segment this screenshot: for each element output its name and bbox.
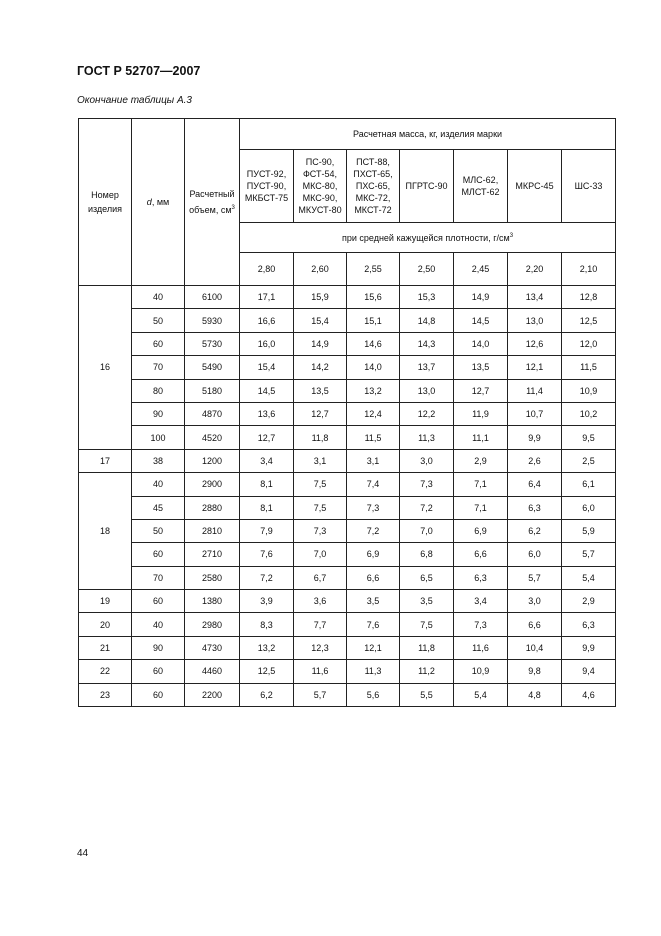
header-density-value: 2,60 — [294, 253, 347, 286]
header-diameter — [132, 119, 185, 286]
mass-cell: 7,3 — [294, 519, 347, 542]
header-item-number-line1: Номер — [91, 190, 119, 200]
mass-cell: 6,7 — [294, 566, 347, 589]
mass-cell: 3,0 — [508, 590, 562, 613]
header-volume-sup: 3 — [231, 205, 235, 211]
diameter-cell: 40 — [132, 613, 185, 636]
mass-cell: 4,8 — [508, 683, 562, 706]
volume-cell: 6100 — [185, 286, 240, 309]
mass-cell: 5,9 — [562, 519, 616, 542]
diameter-cell: 40 — [132, 473, 185, 496]
mass-cell: 9,9 — [562, 636, 616, 659]
mass-cell: 14,0 — [454, 332, 508, 355]
mass-cell: 5,6 — [347, 683, 400, 706]
mass-cell: 9,4 — [562, 660, 616, 683]
mass-cell: 6,0 — [562, 496, 616, 519]
header-item-number-line2: изделия — [87, 204, 123, 214]
item-number-cell: 19 — [79, 590, 132, 613]
diameter-cell: 90 — [132, 402, 185, 425]
mass-cell: 7,5 — [400, 613, 454, 636]
mass-cell: 17,1 — [240, 286, 294, 309]
header-mark-line: ПУСТ-92, — [246, 169, 287, 179]
mass-cell: 13,2 — [240, 636, 294, 659]
volume-cell: 4460 — [185, 660, 240, 683]
document-title: ГОСТ Р 52707—2007 — [77, 64, 201, 78]
mass-cell: 3,1 — [294, 449, 347, 472]
diameter-cell: 38 — [132, 449, 185, 472]
mass-cell: 12,4 — [347, 402, 400, 425]
mass-cell: 11,8 — [294, 426, 347, 449]
header-volume-line2: объем, см — [189, 205, 232, 215]
mass-cell: 6,4 — [508, 473, 562, 496]
mass-cell: 7,2 — [347, 519, 400, 542]
mass-cell: 7,7 — [294, 613, 347, 636]
page-number: 44 — [77, 848, 89, 859]
mass-cell: 7,2 — [400, 496, 454, 519]
mass-cell: 15,3 — [400, 286, 454, 309]
mass-cell: 3,4 — [454, 590, 508, 613]
mass-cell: 6,3 — [562, 613, 616, 636]
mass-cell: 12,2 — [400, 402, 454, 425]
mass-cell: 12,5 — [240, 660, 294, 683]
mass-cell: 2,5 — [562, 449, 616, 472]
mass-cell: 16,0 — [240, 332, 294, 355]
mass-cell: 10,4 — [508, 636, 562, 659]
mass-cell: 7,6 — [240, 543, 294, 566]
header-mark-cell — [240, 150, 294, 223]
volume-cell: 5180 — [185, 379, 240, 402]
mass-cell: 13,5 — [454, 356, 508, 379]
mass-cell: 13,5 — [294, 379, 347, 402]
mass-cell: 6,2 — [240, 683, 294, 706]
diameter-cell: 60 — [132, 332, 185, 355]
mass-cell: 12,5 — [562, 309, 616, 332]
header-volume — [185, 119, 240, 286]
header-mark-line: ПСТ-88, — [356, 157, 390, 167]
table-row — [79, 379, 616, 402]
table-row — [79, 473, 616, 496]
volume-cell: 4870 — [185, 402, 240, 425]
mass-cell: 14,0 — [347, 356, 400, 379]
diameter-cell: 50 — [132, 309, 185, 332]
mass-cell: 3,6 — [294, 590, 347, 613]
header-diameter-symbol: d — [146, 197, 152, 207]
table-row — [79, 309, 616, 332]
table-caption: Окончание таблицы А.3 — [77, 95, 192, 106]
mass-cell: 7,1 — [454, 496, 508, 519]
mass-cell: 10,9 — [454, 660, 508, 683]
mass-cell: 3,5 — [400, 590, 454, 613]
diameter-cell: 45 — [132, 496, 185, 519]
table-row — [79, 332, 616, 355]
mass-cell: 6,6 — [508, 613, 562, 636]
header-mark-cell — [294, 150, 347, 223]
header-mark-line: МЛСТ-62 — [461, 187, 500, 197]
volume-cell: 1200 — [185, 449, 240, 472]
mass-cell: 6,3 — [454, 566, 508, 589]
header-mark-line: МЛС-62, — [462, 175, 499, 185]
mass-cell: 7,3 — [454, 613, 508, 636]
volume-cell: 2980 — [185, 613, 240, 636]
diameter-cell: 60 — [132, 683, 185, 706]
mass-cell: 10,9 — [562, 379, 616, 402]
diameter-cell: 60 — [132, 660, 185, 683]
mass-cell: 6,6 — [454, 543, 508, 566]
mass-cell: 6,3 — [508, 496, 562, 519]
mass-cell: 3,4 — [240, 449, 294, 472]
header-density-text: при средней кажущейся плотности, г/см — [341, 232, 510, 243]
item-number-cell: 18 — [79, 473, 132, 590]
mass-cell: 7,9 — [240, 519, 294, 542]
table-row — [79, 402, 616, 425]
mass-cell: 12,1 — [508, 356, 562, 379]
mass-cell: 11,1 — [454, 426, 508, 449]
mass-cell: 7,6 — [347, 613, 400, 636]
volume-cell: 2710 — [185, 543, 240, 566]
mass-cell: 2,9 — [562, 590, 616, 613]
volume-cell: 2880 — [185, 496, 240, 519]
mass-cell: 6,9 — [454, 519, 508, 542]
header-mark-line: МКУСТ-80 — [298, 205, 342, 215]
header-mark-line: МКС-90, — [302, 193, 338, 203]
mass-cell: 9,5 — [562, 426, 616, 449]
mass-cell: 6,8 — [400, 543, 454, 566]
mass-cell: 11,8 — [400, 636, 454, 659]
mass-cell: 5,4 — [562, 566, 616, 589]
header-density-value: 2,80 — [240, 253, 294, 286]
mass-cell: 15,6 — [347, 286, 400, 309]
header-mark-line: МКС-80, — [302, 181, 338, 191]
mass-cell: 8,1 — [240, 496, 294, 519]
mass-cell: 12,7 — [240, 426, 294, 449]
diameter-cell: 90 — [132, 636, 185, 659]
mass-cell: 5,7 — [562, 543, 616, 566]
header-mark-line: ПС-90, — [305, 157, 335, 167]
diameter-cell: 80 — [132, 379, 185, 402]
mass-cell: 7,5 — [294, 496, 347, 519]
diameter-cell: 70 — [132, 356, 185, 379]
mass-cell: 9,9 — [508, 426, 562, 449]
header-mark-line: ПГРТС-90 — [405, 181, 448, 191]
mass-cell: 13,2 — [347, 379, 400, 402]
mass-cell: 14,3 — [400, 332, 454, 355]
item-number-cell: 17 — [79, 449, 132, 472]
volume-cell: 5730 — [185, 332, 240, 355]
volume-cell: 2200 — [185, 683, 240, 706]
table-row — [79, 566, 616, 589]
volume-cell: 5490 — [185, 356, 240, 379]
header-mark-line: ШС-33 — [574, 181, 603, 191]
mass-cell: 13,7 — [400, 356, 454, 379]
header-density-value: 2,45 — [454, 253, 508, 286]
header-volume-line1: Расчетный — [189, 189, 235, 199]
mass-cell: 7,0 — [400, 519, 454, 542]
mass-cell: 12,3 — [294, 636, 347, 659]
header-density-label — [240, 223, 616, 253]
mass-cell: 12,7 — [454, 379, 508, 402]
mass-cell: 14,2 — [294, 356, 347, 379]
table-row — [79, 543, 616, 566]
item-number-cell: 22 — [79, 660, 132, 683]
mass-cell: 8,1 — [240, 473, 294, 496]
volume-cell: 2810 — [185, 519, 240, 542]
mass-cell: 7,5 — [294, 473, 347, 496]
mass-cell: 14,9 — [454, 286, 508, 309]
table-row — [79, 613, 616, 636]
mass-cell: 5,7 — [508, 566, 562, 589]
mass-cell: 6,1 — [562, 473, 616, 496]
mass-cell: 16,6 — [240, 309, 294, 332]
table-row — [79, 496, 616, 519]
mass-cell: 3,9 — [240, 590, 294, 613]
diameter-cell: 50 — [132, 519, 185, 542]
mass-cell: 15,1 — [347, 309, 400, 332]
mass-cell: 13,4 — [508, 286, 562, 309]
mass-cell: 3,1 — [347, 449, 400, 472]
mass-cell: 8,3 — [240, 613, 294, 636]
volume-cell: 1380 — [185, 590, 240, 613]
mass-cell: 14,5 — [240, 379, 294, 402]
item-number-cell: 21 — [79, 636, 132, 659]
diameter-cell: 60 — [132, 543, 185, 566]
mass-cell: 11,3 — [400, 426, 454, 449]
mass-cell: 6,2 — [508, 519, 562, 542]
mass-cell: 11,2 — [400, 660, 454, 683]
item-number-cell: 16 — [79, 286, 132, 450]
mass-cell: 13,6 — [240, 402, 294, 425]
diameter-cell: 70 — [132, 566, 185, 589]
mass-cell: 3,5 — [347, 590, 400, 613]
diameter-cell: 60 — [132, 590, 185, 613]
mass-cell: 6,6 — [347, 566, 400, 589]
table-row — [79, 660, 616, 683]
mass-cell: 11,5 — [562, 356, 616, 379]
header-mark-line: МКС-72, — [355, 193, 391, 203]
mass-cell: 13,0 — [508, 309, 562, 332]
mass-cell: 15,4 — [240, 356, 294, 379]
item-number-cell: 23 — [79, 683, 132, 706]
header-mark-line: ПХС-65, — [355, 181, 391, 191]
header-mass-group: Расчетная масса, кг, изделия марки — [240, 119, 616, 150]
mass-cell: 14,9 — [294, 332, 347, 355]
mass-cell: 5,7 — [294, 683, 347, 706]
mass-cell: 7,4 — [347, 473, 400, 496]
mass-cell: 11,4 — [508, 379, 562, 402]
mass-cell: 12,7 — [294, 402, 347, 425]
header-density-value: 2,20 — [508, 253, 562, 286]
table-row — [79, 683, 616, 706]
mass-cell: 11,6 — [454, 636, 508, 659]
mass-cell: 15,9 — [294, 286, 347, 309]
mass-cell: 10,7 — [508, 402, 562, 425]
header-diameter-unit: , мм — [151, 197, 170, 207]
mass-cell: 5,5 — [400, 683, 454, 706]
mass-cell: 14,8 — [400, 309, 454, 332]
table-row — [79, 519, 616, 542]
mass-cell: 7,3 — [400, 473, 454, 496]
volume-cell: 2580 — [185, 566, 240, 589]
mass-cell: 12,1 — [347, 636, 400, 659]
header-mark-line: МКРС-45 — [515, 181, 554, 191]
mass-cell: 11,9 — [454, 402, 508, 425]
mass-cell: 11,6 — [294, 660, 347, 683]
header-mark-cell — [347, 150, 400, 223]
table-row — [79, 590, 616, 613]
header-density-value: 2,55 — [347, 253, 400, 286]
mass-cell: 6,0 — [508, 543, 562, 566]
header-density-sup: 3 — [509, 232, 514, 239]
header-mark-line: ФСТ-54, — [302, 169, 338, 179]
mass-cell: 12,8 — [562, 286, 616, 309]
volume-cell: 5930 — [185, 309, 240, 332]
mass-cell: 9,8 — [508, 660, 562, 683]
mass-cell: 5,4 — [454, 683, 508, 706]
mass-cell: 7,1 — [454, 473, 508, 496]
mass-cell: 3,0 — [400, 449, 454, 472]
volume-cell: 4520 — [185, 426, 240, 449]
mass-cell: 10,2 — [562, 402, 616, 425]
table-row — [79, 426, 616, 449]
mass-cell: 13,0 — [400, 379, 454, 402]
header-mark-line: МКБСТ-75 — [244, 193, 289, 203]
diameter-cell: 100 — [132, 426, 185, 449]
mass-cell: 11,5 — [347, 426, 400, 449]
mass-cell: 7,3 — [347, 496, 400, 519]
volume-cell: 2900 — [185, 473, 240, 496]
header-density-value: 2,10 — [562, 253, 616, 286]
mass-cell: 14,6 — [347, 332, 400, 355]
header-mark-line: ПХСТ-65, — [353, 169, 393, 179]
table-row — [79, 449, 616, 472]
mass-cell: 15,4 — [294, 309, 347, 332]
item-number-cell: 20 — [79, 613, 132, 636]
table-row — [79, 286, 616, 309]
mass-cell: 7,0 — [294, 543, 347, 566]
header-mark-cell — [400, 150, 454, 223]
mass-cell: 4,6 — [562, 683, 616, 706]
header-mark-cell — [454, 150, 508, 223]
mass-cell: 12,0 — [562, 332, 616, 355]
volume-cell: 4730 — [185, 636, 240, 659]
header-item-number — [79, 119, 132, 286]
header-density-value: 2,50 — [400, 253, 454, 286]
mass-table — [78, 118, 616, 707]
header-mark-line: ПУСТ-90, — [246, 181, 287, 191]
mass-cell: 14,5 — [454, 309, 508, 332]
table-row — [79, 636, 616, 659]
header-mark-cell — [508, 150, 562, 223]
mass-cell: 12,6 — [508, 332, 562, 355]
mass-cell: 6,9 — [347, 543, 400, 566]
header-mark-cell — [562, 150, 616, 223]
table-row — [79, 356, 616, 379]
mass-cell: 7,2 — [240, 566, 294, 589]
mass-cell: 6,5 — [400, 566, 454, 589]
mass-cell: 2,6 — [508, 449, 562, 472]
header-mark-line: МКСТ-72 — [354, 205, 392, 215]
diameter-cell: 40 — [132, 286, 185, 309]
mass-cell: 11,3 — [347, 660, 400, 683]
mass-cell: 2,9 — [454, 449, 508, 472]
